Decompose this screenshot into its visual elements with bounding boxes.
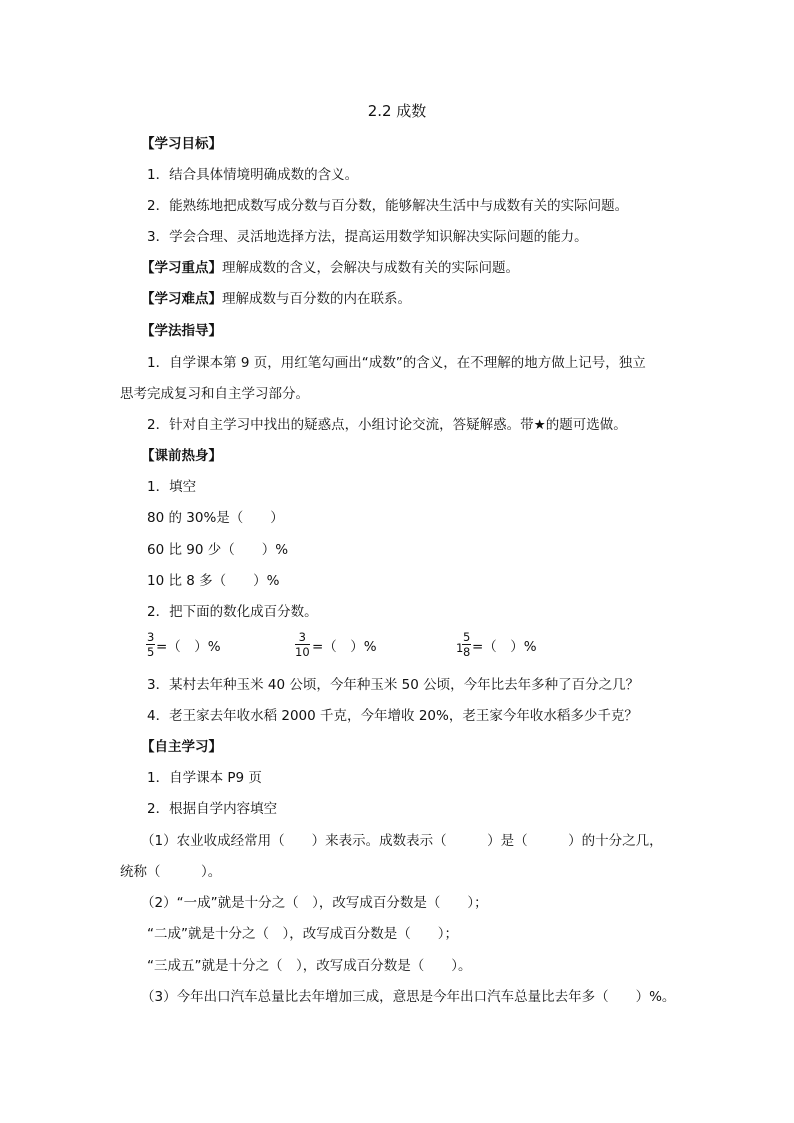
warmup-q1-label: 1．填空 — [147, 479, 197, 495]
fraction-answer-blank: =（ ）% — [472, 639, 537, 655]
method-heading: 【学法指导】 — [141, 323, 222, 339]
page-title: 2.2 成数 — [367, 102, 427, 120]
self-study-p3: （3）今年出口汽车总量比去年增加三成，意思是今年出口汽车总量比去年多（ ）%。 — [141, 989, 676, 1005]
objective-item: 1．结合具体情境明确成数的含义。 — [147, 167, 359, 183]
fill-blank-item: 60 比 90 少（ ）% — [147, 542, 289, 558]
fraction-whole-part: 1 — [456, 641, 464, 655]
warmup-q4: 4．老王家去年收水稻 2000 千克，今年增收 20%，老王家今年收水稻多少千克？ — [147, 708, 638, 724]
fraction-numerator: 3 — [147, 630, 155, 644]
self-study-p1-line-2: 统称（ ）。 — [120, 864, 222, 880]
key-point-text: 理解成数的含义，会解决与成数有关的实际问题。 — [222, 260, 519, 276]
self-study-item-1: 1．自学课本 P9 页 — [147, 770, 262, 786]
fill-blank-item: 80 的 30%是（ ） — [147, 510, 284, 526]
fraction-denominator: 10 — [295, 645, 310, 659]
self-study-item-2: 2．根据自学内容填空 — [147, 801, 278, 817]
warmup-heading: 【课前热身】 — [141, 448, 222, 464]
objective-item: 2．能熟练地把成数写成分数与百分数，能够解决生活中与成数有关的实际问题。 — [147, 198, 629, 214]
fraction-answer-blank: =（ ）% — [156, 639, 221, 655]
difficulty-line — [141, 290, 411, 308]
warmup-q3: 3．某村去年种玉米 40 公顷，今年种玉米 50 公顷，今年比去年多种了百分之几？ — [147, 677, 640, 693]
difficulty-text: 理解成数与百分数的内在联系。 — [222, 291, 411, 307]
self-study-p2-line-3: “三成五”就是十分之（ ），改写成百分数是（ ）。 — [147, 958, 472, 974]
objectives-heading: 【学习目标】 — [141, 136, 222, 152]
difficulty-heading: 【学习难点】 — [141, 291, 222, 307]
warmup-q2-label: 2．把下面的数化成百分数。 — [147, 604, 318, 620]
self-study-p2-line-1: （2）“一成”就是十分之（ ），改写成百分数是（ ）； — [141, 895, 488, 911]
method-item-1-line-1: 1．自学课本第 9 页，用红笔勾画出“成数”的含义，在不理解的地方做上记号，独立 — [147, 355, 646, 371]
fraction-denominator: 5 — [147, 645, 155, 659]
self-study-p1-line-1: （1）农业收成经常用（ ）来表示。成数表示（ ）是（ ）的十分之几， — [141, 833, 663, 849]
fraction — [146, 631, 155, 658]
self-study-heading: 【自主学习】 — [141, 739, 222, 755]
fraction-denominator: 8 — [463, 645, 471, 659]
fraction — [462, 631, 471, 658]
key-point-heading: 【学习重点】 — [141, 260, 222, 276]
objective-item: 3．学会合理、灵活地选择方法，提高运用数学知识解决实际问题的能力。 — [147, 229, 588, 245]
fraction — [295, 631, 310, 658]
self-study-p2-line-2: “二成”就是十分之（ ），改写成百分数是（ ）； — [147, 926, 458, 942]
fraction-numerator: 5 — [463, 630, 471, 644]
fill-blank-item: 10 比 8 多（ ）% — [147, 573, 280, 589]
method-item-2: 2．针对自主学习中找出的疑惑点，小组讨论交流，答疑解惑。带★的题可选做。 — [147, 417, 627, 433]
fraction-answer-blank: =（ ）% — [312, 639, 377, 655]
method-item-1-line-2: 思考完成复习和自主学习部分。 — [120, 386, 309, 402]
key-point-line — [141, 259, 519, 277]
fraction-numerator: 3 — [298, 630, 306, 644]
